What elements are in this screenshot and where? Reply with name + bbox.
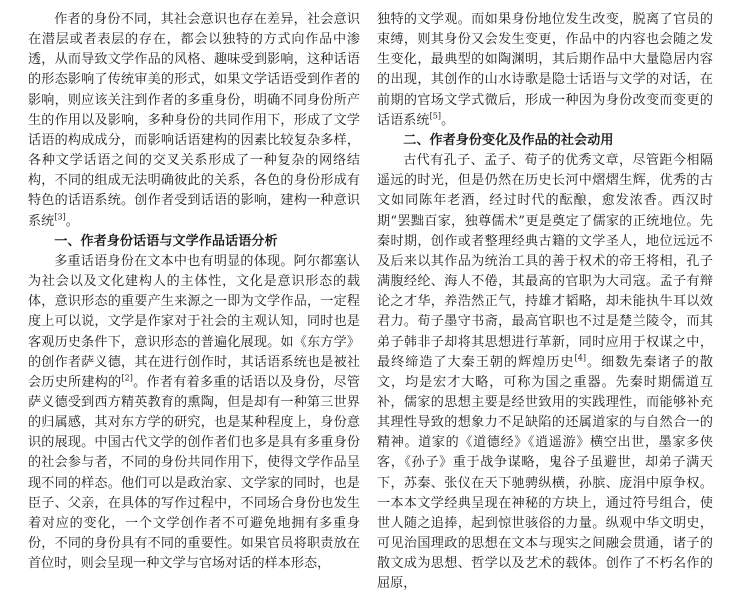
section-heading-1: 一、作者身份话语与文学作品话语分析 xyxy=(54,233,278,249)
right-column xyxy=(377,10,713,595)
paragraph-author-identity: 作者的身份不同，其社会意识也存在差异，社会意识在潜层或者表层的存在，都会以独特的方式向作品中渗透，从而导致文学作品的风格、趣味受到影响，这种话语的形态影响了传统审美的形式，如果文学话语受到作者的影响，则应该关注到作者的多重身份，明确不同身份所产生的作用以及影响，多种身份的共同作用下，形成了文学话语的构成成分，而影响话语建构的因素比较复杂多样，各种文学话语之间的交叉关系形成了一种复杂的网络结构，不同的组成无法明确彼此的关系，各色的身份形成有特色的话语系统。创作者受到话语的影响，建构一种意识系统[3]。 xyxy=(28,12,360,229)
section-heading-2: 二、作者身份变化及作品的社会动用 xyxy=(403,132,614,148)
citation-ref: [4] xyxy=(574,353,587,363)
paragraph-multiple-discourse: 多重话语身份在文本中也有明显的体现。阿尔都塞认为社会以及文化建构人的主体性，文化是意识形态的载体，意识形态的重要产生来源之一即为文学作品，一定程度上可以说，文学是作家对于社会的主观认知，同时也是客观历史条件下，意识形态的普遍化展现。如《东方学》的创作者萨义德，其在进行创作时，其话语系统也是被社会历史所建构的[2]。作者有着多重的话语以及身份，尽管萨义德受到西方精英教育的熏陶，但是却有一种第三世界的归属感，其对东方学的研究，也是某种程度上，身份意识的展现。中国古代文学的创作者们也多是具有多重身份的社会参与者，不同的身份共同作用下，使得文学作品呈现不同的样态。他们可以是政治家、文学家的同时，也是臣子、父亲，在具体的写作过程中，不同场合身份也发生着对应的变化，一个文学创作者不可避免地拥有多重身份，不同的身份具有不同的重要性。如果官员将职责放在首位时，则会呈现一种文学与官场对话的样本形态， xyxy=(28,253,360,572)
paragraph-continued: 独特的文学观。而如果身份地位发生改变，脱离了官员的束缚，则其身份又会发生变更，作品中的内容也会随之发生变化，最典型的如陶渊明，其后期作品中大量隐居内容的出现，其创作的山水诗歌是隐士话语与文学的对话，在前期的官场文学式微后，形成一种因为身份改变而变更的话语系统[5]。 xyxy=(377,12,713,128)
citation-ref: [3] xyxy=(54,212,66,222)
paragraph-ancient-classics: 古代有孔子、孟子、荀子的优秀文章，尽管距今相隔遥远的时光，但是仍然在历史长河中熠熠生辉，优秀的古文如同陈年老酒，经过时代的酝酿，愈发浓香。西汉时期“罢黜百家，独尊儒术”更是奠定了儒家的正统地位。先秦时期，创作或者整理经典古籍的文学圣人，地位远远不及后来以其作品为统治工具的善于权术的帝王将相，孔子满腹经纶、海人不倦，其最高的官职为大司寇。孟子有辩论之才华，养浩然正气，持雄才韬略，却未能执牛耳以效君力。荀子墨守书斋，最高官职也不过是楚兰陵令，而其弟子韩非子却将其思想进行革新，同时应用于权谋之中，最终缔造了大秦王朝的辉煌历史[4]。细数先秦诸子的散文，均是宏才大略，可称为国之重器。先秦时期儒道互补，儒家的思想主要是经世致用的实践理性，而能够补充其理性导致的想象力不足缺陷的还属道家的与自然合一的精神。道家的《道德经》《逍遥游》横空出世，墨家多侠客，《孙子》重于战争谋略，鬼谷子虽避世，却弟子满天下，苏秦、张仪在天下驰骋纵横，孙膑、庞涓中原争权。一本本文学经典呈现在神秘的方块上，通过符号组合，使世人随之追捧，起到惊世骇俗的力量。纵观中华文明史，可见治国理政的思想在文本与现实之间融会贯通，诸子的散文成为思想、哲学以及艺术的载体。创作了不朽名作的屈原， xyxy=(377,153,713,592)
left-column xyxy=(28,10,360,574)
citation-ref: [2] xyxy=(121,373,133,383)
citation-ref: [5] xyxy=(429,111,442,121)
